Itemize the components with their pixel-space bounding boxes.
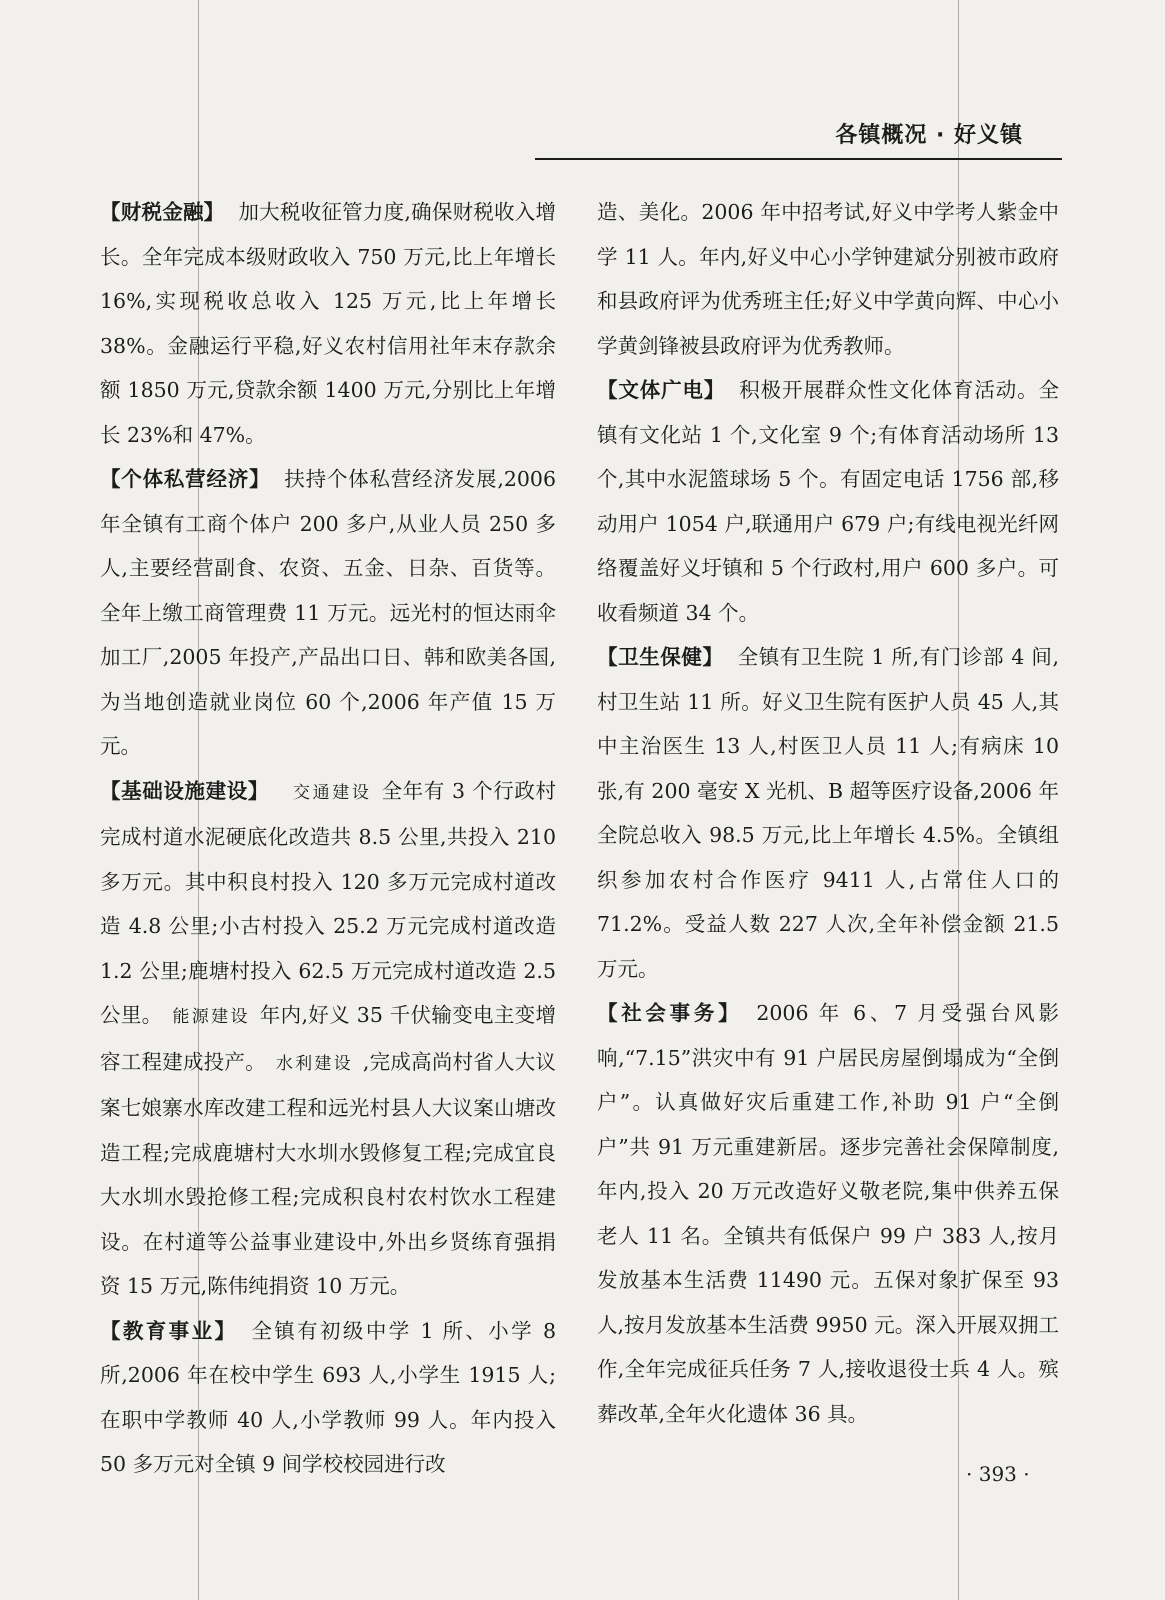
section-education — [100, 1309, 556, 1487]
section-tag: 【文体广电】 — [597, 378, 726, 402]
section-text: 造、美化。2006 年中招考试,好义中学考人紫金中学 11 人。年内,好义中心小学钟建斌分别被市政府和县政府评为优秀班主任;好义中学黄向辉、中心小学黄剑锋被县政府评为优秀教师。 — [597, 200, 1059, 358]
section-tag: 【教育事业】 — [100, 1318, 238, 1343]
right-column — [597, 190, 1059, 1436]
subheading: 水利建设 — [275, 1053, 353, 1074]
running-header: 各镇概况 · 好义镇 — [835, 123, 1023, 148]
left-column — [100, 190, 556, 1487]
section-finance — [100, 190, 556, 457]
section-tag: 【社会事务】 — [597, 1001, 743, 1025]
section-text: 全镇有卫生院 1 所,有门诊部 4 间,村卫生站 11 所。好义卫生院有医护人员 45 人,其中主治医生 13 人,村医卫人员 11 人;有病床 10 张,有 200 毫安 X 光机、B 超等医疗设备,2006 年全院总收入 98.5 万元,比上年增长 4.5%。全镇组织参加农村合作医疗 9411 人,占常住人口的 71.2%。受益人数 227 人次,全年补偿金额 21.5 万元。 — [597, 645, 1060, 981]
section-tag: 【基础设施建设】 — [100, 778, 269, 803]
section-culture — [597, 368, 1059, 635]
section-tag: 【卫生保健】 — [597, 645, 724, 669]
section-text: 加大税收征管力度,确保财税收入增长。全年完成本级财政收入 750 万元,比上年增长 16%,实现税收总收入 125 万元,比上年增长 38%。金融运行平稳,好义农村信用社年末存款余额 1850 万元,贷款余额 1400 万元,分别比上年增长 23%和 47%。 — [100, 200, 557, 447]
section-text: 全镇有初级中学 1 所、小学 8 所,2006 年在校中学生 693 人,小学生 1915 人;在职中学教师 40 人,小学教师 99 人。年内投入 50 多万元对全镇 9 间学校校园进行改 — [100, 1318, 556, 1476]
section-text: 2006 年 6、7 月受强台风影响,“7.15”洪灾中有 91 户居民房屋倒塌成为“全倒户”。认真做好灾后重建工作,补助 91 户“全倒户”共 91 万元重建新居。逐步完善社会保障制度,年内,投入 20 万元改造好义敬老院,集中供养五保老人 11 名。全镇共有低保户 99 户 383 人,按月发放基本生活费 11490 元。五保对象扩保至 93 人,按月发放基本生活费 9950 元。深入开展双拥工作,全年完成征兵任务 7 人,接收退役士兵 4 人。殡葬改革,全年火化遗体 36 具。 — [597, 1001, 1060, 1426]
section-private-economy — [100, 457, 556, 769]
subheading: 能源建设 — [172, 1007, 250, 1027]
section-text: 扶持个体私营经济发展,2006 年全镇有工商个体户 200 多户,从业人员 250 多人,主要经营副食、农资、五金、日杂、百货等。全年上缴工商管理费 11 万元。远光村的恒达雨伞加工厂,2005 年投产,产品出口日、韩和欧美各国,为当地创造就业岗位 60 个,2006 年产值 15 万元。 — [100, 467, 557, 758]
section-social-affairs — [597, 991, 1059, 1436]
header-rule — [535, 158, 1062, 160]
section-tag: 【个体私营经济】 — [100, 467, 271, 491]
section-text: 年内,好义 35 千伏输变电主变增容工程建成投产。 — [100, 1003, 557, 1074]
section-text: 积极开展群众性文化体育活动。全镇有文化站 1 个,文化室 9 个;有体育活动场所 13 个,其中水泥篮球场 5 个。有固定电话 1756 部,移动用户 1054 户,联通用户 679 户;有线电视光纤网络覆盖好义圩镇和 5 个行政村,用户 600 多户。可收看频道 34 个。 — [597, 378, 1059, 625]
section-education-cont — [597, 190, 1059, 368]
page-number: · 393 · — [966, 1462, 1030, 1486]
section-infrastructure — [100, 769, 556, 1309]
section-text: ,完成高尚村省人大议案七娘寨水库改建工程和远光村县人大议案山塘改造工程;完成鹿塘村大水圳水毁修复工程;完成宜良大水圳水毁抢修工程;完成积良村农村饮水工程建设。在村道等公益事业建设中,外出乡贤练育强捐资 15 万元,陈伟纯捐资 10 万元。 — [100, 1049, 557, 1298]
section-text: 全年有 3 个行政村完成村道水泥硬底化改造共 8.5 公里,共投入 210 多万元。其中积良村投入 120 多万元完成村道改造 4.8 公里;小古村投入 25.2 万元完成村道改造 1.2 公里;鹿塘村投入 62.5 万元完成村道改造 2.5 公里。 — [100, 778, 556, 1027]
section-tag: 【财税金融】 — [100, 200, 225, 224]
subheading: 交通建设 — [292, 782, 372, 803]
section-health — [597, 635, 1059, 991]
